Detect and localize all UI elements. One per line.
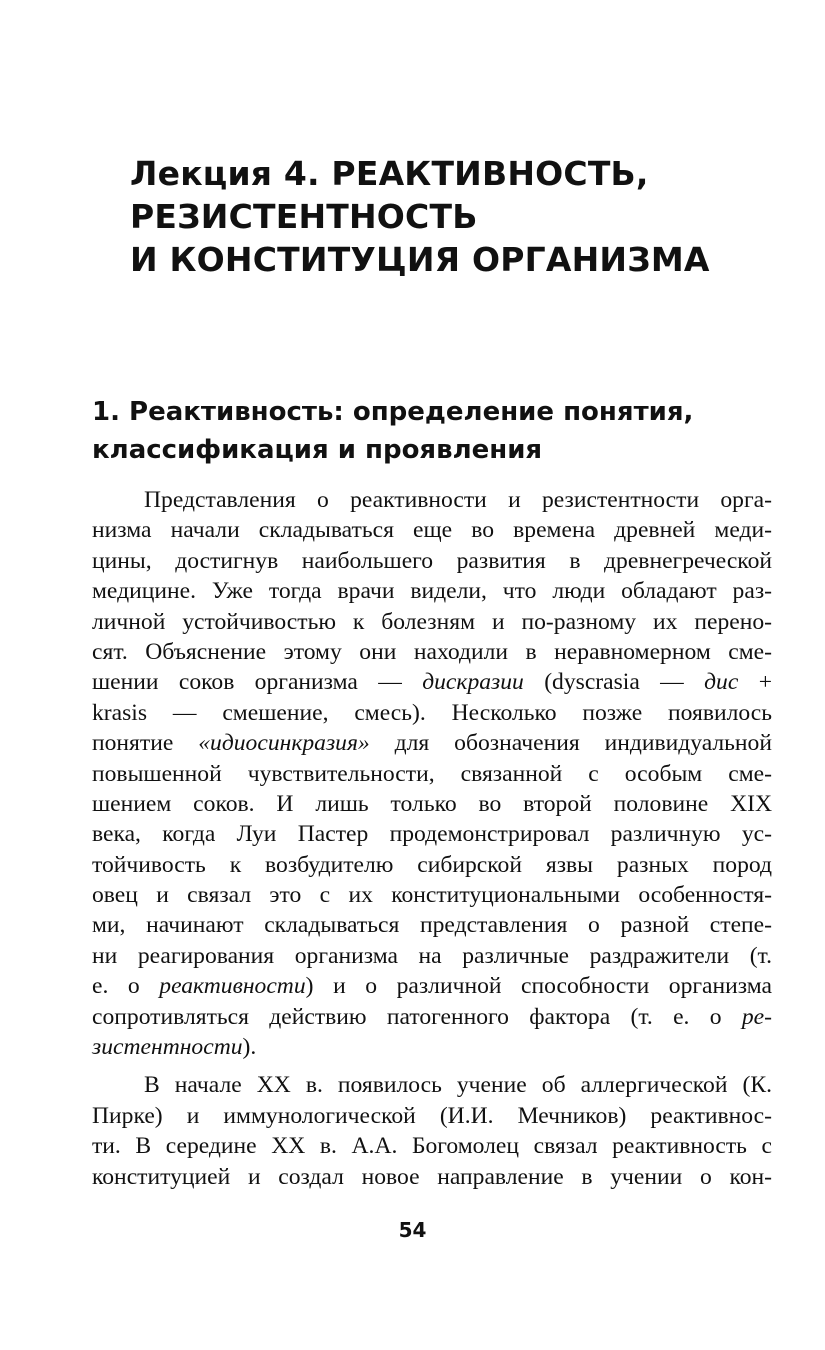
text-line	[92, 1032, 772, 1062]
chapter-title-line: И КОНСТИТУЦИЯ ОРГАНИЗМА	[130, 240, 710, 279]
italic-term-resistance-part2: зистентности	[92, 1034, 243, 1061]
italic-term-dyskrazia: дискразии	[422, 669, 524, 696]
text-line: века, когда Луи Пастер продемонстрировал различную ус-	[92, 821, 772, 848]
text-line: конституцией и создал новое направление в учении о кон-	[92, 1163, 772, 1190]
text-line	[92, 667, 772, 697]
text-line	[92, 971, 772, 1001]
text-line: Пирке) и иммунологической (И.И. Мечников) реактивнос-	[92, 1102, 772, 1129]
body-text	[92, 485, 772, 1192]
text-line: тойчивость к возбудителю сибирской язвы разных пород	[92, 851, 772, 878]
text-line: овец и связал это с их конституциональными особенностя-	[92, 882, 772, 909]
paragraph-1	[92, 485, 772, 1062]
text-run: для обозначения индивидуальной	[369, 730, 772, 757]
text-run: ).	[242, 1034, 257, 1061]
section-title-line: 1. Реактивность: определение понятия,	[92, 397, 694, 427]
text-run: ) и о различной способности организма	[305, 973, 773, 1000]
text-line: В начале XX в. появилось учение об аллергической (К.	[144, 1072, 772, 1099]
section-title-line: классификация и проявления	[92, 435, 543, 465]
text-run: (dyscrasia —	[523, 669, 705, 696]
text-line: krasis — смешение, смесь). Несколько позже появилось	[92, 699, 772, 726]
text-line: повышенной чувствительности, связанной с особым сме-	[92, 760, 772, 787]
paragraph-gap	[92, 1062, 772, 1070]
text-line: медицине. Уже тогда врачи видели, что люди обладают раз-	[92, 578, 772, 605]
text-line: сят. Объяснение этому они находили в неравномерном сме-	[92, 638, 772, 665]
text-line: ми, начинают складываться представления о разной степе-	[92, 912, 772, 939]
italic-term-reactivity: реактивности	[159, 973, 306, 1000]
text-line: шением соков. И лишь только во второй половине XIX	[92, 790, 772, 817]
text-run: сопротивляться действию патогенного фактора (т. е. о	[92, 1003, 742, 1030]
section-title	[92, 393, 782, 469]
text-run: шении соков организма —	[92, 669, 423, 696]
text-line: ти. В середине XX в. А.А. Богомолец связал реактивность с	[92, 1133, 772, 1160]
italic-term-resistance-part1: ре-	[741, 1003, 772, 1030]
italic-term-idiosyncrasy: «идиосинкразия»	[198, 730, 370, 757]
text-line: ни реагирования организма на различные раздражители (т.	[92, 942, 772, 969]
paragraph-2	[92, 1070, 772, 1192]
text-line	[92, 728, 772, 758]
text-line: Представления о реактивности и резистентности орга-	[144, 487, 772, 513]
text-line: низма начали складываться еще во времена древней меди-	[92, 517, 772, 544]
italic-term-dis: дис	[704, 669, 739, 696]
text-run: е. о	[92, 973, 160, 1000]
chapter-title	[130, 152, 770, 281]
text-line: личной устойчивостью к болезням и по-разному их перено-	[92, 608, 772, 635]
chapter-title-line: РЕЗИСТЕНТНОСТЬ	[130, 197, 478, 236]
chapter-title-line: Лекция 4. РЕАКТИВНОСТЬ,	[130, 154, 649, 193]
text-line	[92, 1002, 772, 1032]
text-run: понятие	[92, 730, 199, 757]
text-line: цины, достигнув наибольшего развития в древнегреческой	[92, 547, 772, 574]
text-run: +	[738, 669, 772, 696]
page-number: 54	[398, 1218, 427, 1242]
